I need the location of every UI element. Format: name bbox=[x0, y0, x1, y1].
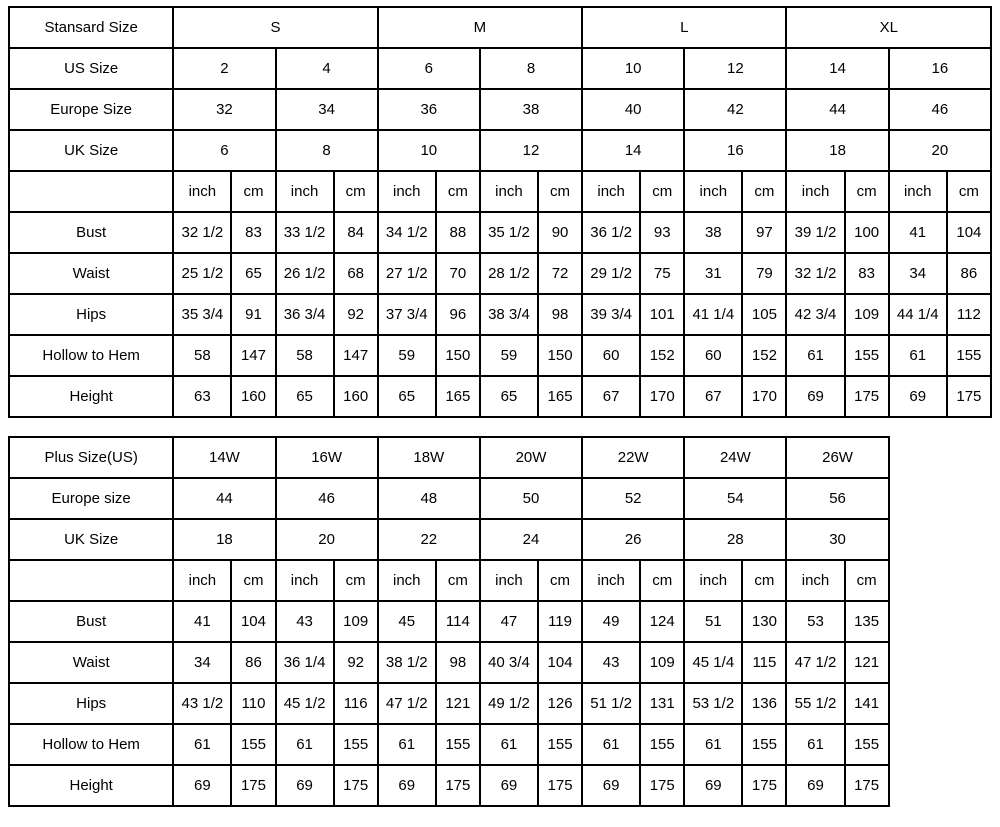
table-row-units bbox=[9, 171, 991, 212]
cell: 109 bbox=[334, 601, 378, 642]
cell: 41 bbox=[889, 212, 947, 253]
cell: 18 bbox=[786, 130, 888, 171]
cell: 175 bbox=[436, 765, 480, 806]
cell: 61 bbox=[276, 724, 334, 765]
cell: 33 1/2 bbox=[276, 212, 334, 253]
cell: 131 bbox=[640, 683, 684, 724]
cell: 2 bbox=[173, 48, 275, 89]
unit-cell: inch bbox=[889, 171, 947, 212]
unit-cell: inch bbox=[786, 560, 844, 601]
cell: 63 bbox=[173, 376, 231, 417]
cell: 155 bbox=[436, 724, 480, 765]
plus-size-table bbox=[8, 436, 992, 807]
table-row bbox=[9, 48, 991, 89]
filler-cell bbox=[889, 478, 991, 519]
row-label-us-size: US Size bbox=[9, 48, 173, 89]
row-label-waist: Waist bbox=[9, 253, 173, 294]
cell: 69 bbox=[786, 765, 844, 806]
row-label-hips: Hips bbox=[9, 683, 173, 724]
cell: 147 bbox=[334, 335, 378, 376]
cell: 98 bbox=[436, 642, 480, 683]
cell: 155 bbox=[742, 724, 786, 765]
row-label-europe-size: Europe Size bbox=[9, 89, 173, 130]
table-row bbox=[9, 642, 991, 683]
cell: 170 bbox=[742, 376, 786, 417]
cell: 98 bbox=[538, 294, 582, 335]
filler-cell bbox=[889, 642, 991, 683]
cell: 109 bbox=[845, 294, 889, 335]
cell: 92 bbox=[334, 642, 378, 683]
cell: 10 bbox=[378, 130, 480, 171]
filler-cell bbox=[889, 437, 991, 478]
cell: 86 bbox=[231, 642, 275, 683]
cell: 84 bbox=[334, 212, 378, 253]
row-label-bust: Bust bbox=[9, 601, 173, 642]
cell: 70 bbox=[436, 253, 480, 294]
table-row bbox=[9, 253, 991, 294]
cell: 45 bbox=[378, 601, 436, 642]
cell: 51 1/2 bbox=[582, 683, 640, 724]
cell: 116 bbox=[334, 683, 378, 724]
group-header-s: S bbox=[173, 7, 377, 48]
cell: 175 bbox=[947, 376, 991, 417]
unit-cell: inch bbox=[173, 560, 231, 601]
cell: 30 bbox=[786, 519, 888, 560]
cell: 8 bbox=[276, 130, 378, 171]
filler-cell bbox=[889, 519, 991, 560]
cell: 165 bbox=[538, 376, 582, 417]
cell: 20 bbox=[889, 130, 991, 171]
cell: 104 bbox=[231, 601, 275, 642]
cell: 150 bbox=[436, 335, 480, 376]
group-header-xl: XL bbox=[786, 7, 991, 48]
cell: 34 bbox=[889, 253, 947, 294]
cell: 61 bbox=[889, 335, 947, 376]
cell: 14 bbox=[582, 130, 684, 171]
cell: 40 bbox=[582, 89, 684, 130]
cell: 43 bbox=[582, 642, 640, 683]
cell: 38 bbox=[480, 89, 582, 130]
cell: 86 bbox=[947, 253, 991, 294]
cell: 152 bbox=[640, 335, 684, 376]
cell: 43 bbox=[276, 601, 334, 642]
cell: 69 bbox=[786, 376, 844, 417]
cell: 100 bbox=[845, 212, 889, 253]
row-label-hollow-to-hem: Hollow to Hem bbox=[9, 335, 173, 376]
cell: 68 bbox=[334, 253, 378, 294]
row-label-uk-size: UK Size bbox=[9, 130, 173, 171]
cell: 42 3/4 bbox=[786, 294, 844, 335]
cell: 46 bbox=[889, 89, 991, 130]
cell: 126 bbox=[538, 683, 582, 724]
unit-cell: inch bbox=[684, 171, 742, 212]
cell: 53 bbox=[786, 601, 844, 642]
unit-cell: inch bbox=[378, 171, 436, 212]
cell: 38 bbox=[684, 212, 742, 253]
cell: 35 3/4 bbox=[173, 294, 231, 335]
cell: 65 bbox=[480, 376, 538, 417]
cell: 65 bbox=[378, 376, 436, 417]
cell: 36 3/4 bbox=[276, 294, 334, 335]
cell: 29 1/2 bbox=[582, 253, 640, 294]
cell: 109 bbox=[640, 642, 684, 683]
standard-corner-label: Stansard Size bbox=[9, 7, 173, 48]
cell: 69 bbox=[889, 376, 947, 417]
cell: 155 bbox=[845, 724, 889, 765]
table-row bbox=[9, 724, 991, 765]
cell: 112 bbox=[947, 294, 991, 335]
cell: 46 bbox=[276, 478, 378, 519]
cell: 24 bbox=[480, 519, 582, 560]
group-header-m: M bbox=[378, 7, 582, 48]
cell: 67 bbox=[582, 376, 640, 417]
cell: 121 bbox=[845, 642, 889, 683]
cell: 92 bbox=[334, 294, 378, 335]
table-row-header bbox=[9, 437, 991, 478]
unit-cell: inch bbox=[480, 171, 538, 212]
unit-cell: cm bbox=[640, 560, 684, 601]
cell: 32 1/2 bbox=[786, 253, 844, 294]
group-header-l: L bbox=[582, 7, 786, 48]
unit-cell: cm bbox=[231, 171, 275, 212]
group-header-16w: 16W bbox=[276, 437, 378, 478]
row-label-hollow-to-hem: Hollow to Hem bbox=[9, 724, 173, 765]
cell: 27 1/2 bbox=[378, 253, 436, 294]
cell: 101 bbox=[640, 294, 684, 335]
cell: 22 bbox=[378, 519, 480, 560]
cell: 20 bbox=[276, 519, 378, 560]
cell: 69 bbox=[684, 765, 742, 806]
cell: 175 bbox=[742, 765, 786, 806]
cell: 44 1/4 bbox=[889, 294, 947, 335]
filler-cell bbox=[889, 683, 991, 724]
unit-cell: inch bbox=[276, 560, 334, 601]
cell: 155 bbox=[231, 724, 275, 765]
cell: 155 bbox=[334, 724, 378, 765]
cell: 61 bbox=[480, 724, 538, 765]
cell: 155 bbox=[640, 724, 684, 765]
cell: 104 bbox=[947, 212, 991, 253]
unit-cell: inch bbox=[582, 560, 640, 601]
filler-cell bbox=[889, 601, 991, 642]
cell: 65 bbox=[276, 376, 334, 417]
cell: 114 bbox=[436, 601, 480, 642]
table-row bbox=[9, 376, 991, 417]
row-label-uk-size: UK Size bbox=[9, 519, 173, 560]
table-row bbox=[9, 294, 991, 335]
unit-cell: cm bbox=[436, 171, 480, 212]
table-row bbox=[9, 212, 991, 253]
cell: 160 bbox=[334, 376, 378, 417]
unit-cell: cm bbox=[231, 560, 275, 601]
unit-cell: cm bbox=[538, 171, 582, 212]
cell: 60 bbox=[684, 335, 742, 376]
cell: 150 bbox=[538, 335, 582, 376]
cell: 44 bbox=[173, 478, 275, 519]
cell: 175 bbox=[538, 765, 582, 806]
cell: 93 bbox=[640, 212, 684, 253]
cell: 90 bbox=[538, 212, 582, 253]
unit-cell: inch bbox=[173, 171, 231, 212]
cell: 83 bbox=[231, 212, 275, 253]
cell: 47 1/2 bbox=[378, 683, 436, 724]
unit-row-label bbox=[9, 560, 173, 601]
cell: 38 3/4 bbox=[480, 294, 538, 335]
cell: 61 bbox=[173, 724, 231, 765]
cell: 69 bbox=[173, 765, 231, 806]
filler-cell bbox=[889, 560, 991, 601]
table-row bbox=[9, 89, 991, 130]
unit-cell: cm bbox=[845, 171, 889, 212]
cell: 48 bbox=[378, 478, 480, 519]
cell: 175 bbox=[845, 765, 889, 806]
row-label-hips: Hips bbox=[9, 294, 173, 335]
table-row bbox=[9, 683, 991, 724]
cell: 160 bbox=[231, 376, 275, 417]
cell: 47 bbox=[480, 601, 538, 642]
cell: 61 bbox=[684, 724, 742, 765]
cell: 6 bbox=[378, 48, 480, 89]
cell: 40 3/4 bbox=[480, 642, 538, 683]
cell: 170 bbox=[640, 376, 684, 417]
unit-cell: inch bbox=[582, 171, 640, 212]
filler-cell bbox=[889, 765, 991, 806]
row-label-height: Height bbox=[9, 376, 173, 417]
table-row bbox=[9, 601, 991, 642]
cell: 35 1/2 bbox=[480, 212, 538, 253]
cell: 79 bbox=[742, 253, 786, 294]
cell: 69 bbox=[378, 765, 436, 806]
cell: 42 bbox=[684, 89, 786, 130]
cell: 54 bbox=[684, 478, 786, 519]
cell: 119 bbox=[538, 601, 582, 642]
unit-cell: cm bbox=[947, 171, 991, 212]
cell: 26 1/2 bbox=[276, 253, 334, 294]
unit-row-label bbox=[9, 171, 173, 212]
cell: 34 bbox=[173, 642, 231, 683]
plus-corner-label: Plus Size(US) bbox=[9, 437, 173, 478]
cell: 39 3/4 bbox=[582, 294, 640, 335]
unit-cell: inch bbox=[684, 560, 742, 601]
cell: 97 bbox=[742, 212, 786, 253]
cell: 175 bbox=[845, 376, 889, 417]
cell: 69 bbox=[480, 765, 538, 806]
row-label-europe-size: Europe size bbox=[9, 478, 173, 519]
filler-cell bbox=[889, 724, 991, 765]
cell: 28 bbox=[684, 519, 786, 560]
cell: 155 bbox=[845, 335, 889, 376]
cell: 175 bbox=[334, 765, 378, 806]
cell: 75 bbox=[640, 253, 684, 294]
unit-cell: inch bbox=[276, 171, 334, 212]
cell: 12 bbox=[480, 130, 582, 171]
cell: 28 1/2 bbox=[480, 253, 538, 294]
cell: 58 bbox=[276, 335, 334, 376]
cell: 135 bbox=[845, 601, 889, 642]
cell: 88 bbox=[436, 212, 480, 253]
cell: 105 bbox=[742, 294, 786, 335]
unit-cell: cm bbox=[742, 560, 786, 601]
cell: 175 bbox=[231, 765, 275, 806]
unit-cell: cm bbox=[845, 560, 889, 601]
cell: 6 bbox=[173, 130, 275, 171]
row-label-bust: Bust bbox=[9, 212, 173, 253]
unit-cell: cm bbox=[538, 560, 582, 601]
cell: 8 bbox=[480, 48, 582, 89]
cell: 18 bbox=[173, 519, 275, 560]
cell: 36 1/2 bbox=[582, 212, 640, 253]
plus-size-table-wrapper bbox=[8, 436, 992, 807]
cell: 96 bbox=[436, 294, 480, 335]
table-row bbox=[9, 519, 991, 560]
unit-cell: inch bbox=[480, 560, 538, 601]
cell: 34 1/2 bbox=[378, 212, 436, 253]
cell: 34 bbox=[276, 89, 378, 130]
cell: 38 1/2 bbox=[378, 642, 436, 683]
cell: 141 bbox=[845, 683, 889, 724]
group-header-24w: 24W bbox=[684, 437, 786, 478]
cell: 39 1/2 bbox=[786, 212, 844, 253]
cell: 69 bbox=[582, 765, 640, 806]
cell: 72 bbox=[538, 253, 582, 294]
cell: 165 bbox=[436, 376, 480, 417]
cell: 53 1/2 bbox=[684, 683, 742, 724]
cell: 115 bbox=[742, 642, 786, 683]
cell: 51 bbox=[684, 601, 742, 642]
cell: 14 bbox=[786, 48, 888, 89]
cell: 36 1/4 bbox=[276, 642, 334, 683]
cell: 136 bbox=[742, 683, 786, 724]
unit-cell: cm bbox=[742, 171, 786, 212]
cell: 56 bbox=[786, 478, 888, 519]
cell: 59 bbox=[480, 335, 538, 376]
cell: 67 bbox=[684, 376, 742, 417]
cell: 55 1/2 bbox=[786, 683, 844, 724]
cell: 61 bbox=[786, 724, 844, 765]
cell: 50 bbox=[480, 478, 582, 519]
group-header-18w: 18W bbox=[378, 437, 480, 478]
unit-cell: inch bbox=[378, 560, 436, 601]
cell: 45 1/2 bbox=[276, 683, 334, 724]
group-header-14w: 14W bbox=[173, 437, 275, 478]
cell: 61 bbox=[582, 724, 640, 765]
cell: 155 bbox=[538, 724, 582, 765]
standard-size-table bbox=[8, 6, 992, 418]
cell: 59 bbox=[378, 335, 436, 376]
cell: 36 bbox=[378, 89, 480, 130]
cell: 43 1/2 bbox=[173, 683, 231, 724]
unit-cell: cm bbox=[334, 560, 378, 601]
cell: 52 bbox=[582, 478, 684, 519]
cell: 41 bbox=[173, 601, 231, 642]
cell: 4 bbox=[276, 48, 378, 89]
row-label-waist: Waist bbox=[9, 642, 173, 683]
cell: 41 1/4 bbox=[684, 294, 742, 335]
cell: 147 bbox=[231, 335, 275, 376]
table-row-units bbox=[9, 560, 991, 601]
table-row-header bbox=[9, 7, 991, 48]
row-label-height: Height bbox=[9, 765, 173, 806]
cell: 10 bbox=[582, 48, 684, 89]
cell: 44 bbox=[786, 89, 888, 130]
cell: 37 3/4 bbox=[378, 294, 436, 335]
cell: 175 bbox=[640, 765, 684, 806]
cell: 45 1/4 bbox=[684, 642, 742, 683]
table-row bbox=[9, 130, 991, 171]
cell: 16 bbox=[684, 130, 786, 171]
cell: 155 bbox=[947, 335, 991, 376]
cell: 16 bbox=[889, 48, 991, 89]
cell: 152 bbox=[742, 335, 786, 376]
group-header-22w: 22W bbox=[582, 437, 684, 478]
cell: 61 bbox=[378, 724, 436, 765]
cell: 104 bbox=[538, 642, 582, 683]
cell: 110 bbox=[231, 683, 275, 724]
unit-cell: inch bbox=[786, 171, 844, 212]
cell: 121 bbox=[436, 683, 480, 724]
cell: 31 bbox=[684, 253, 742, 294]
cell: 69 bbox=[276, 765, 334, 806]
cell: 49 1/2 bbox=[480, 683, 538, 724]
cell: 65 bbox=[231, 253, 275, 294]
cell: 25 1/2 bbox=[173, 253, 231, 294]
unit-cell: cm bbox=[436, 560, 480, 601]
cell: 32 1/2 bbox=[173, 212, 231, 253]
cell: 26 bbox=[582, 519, 684, 560]
cell: 58 bbox=[173, 335, 231, 376]
cell: 12 bbox=[684, 48, 786, 89]
group-header-20w: 20W bbox=[480, 437, 582, 478]
table-row bbox=[9, 478, 991, 519]
cell: 49 bbox=[582, 601, 640, 642]
cell: 83 bbox=[845, 253, 889, 294]
cell: 91 bbox=[231, 294, 275, 335]
unit-cell: cm bbox=[334, 171, 378, 212]
table-row bbox=[9, 335, 991, 376]
unit-cell: cm bbox=[640, 171, 684, 212]
group-header-26w: 26W bbox=[786, 437, 888, 478]
cell: 61 bbox=[786, 335, 844, 376]
cell: 60 bbox=[582, 335, 640, 376]
table-row bbox=[9, 765, 991, 806]
cell: 32 bbox=[173, 89, 275, 130]
cell: 130 bbox=[742, 601, 786, 642]
cell: 124 bbox=[640, 601, 684, 642]
cell: 47 1/2 bbox=[786, 642, 844, 683]
